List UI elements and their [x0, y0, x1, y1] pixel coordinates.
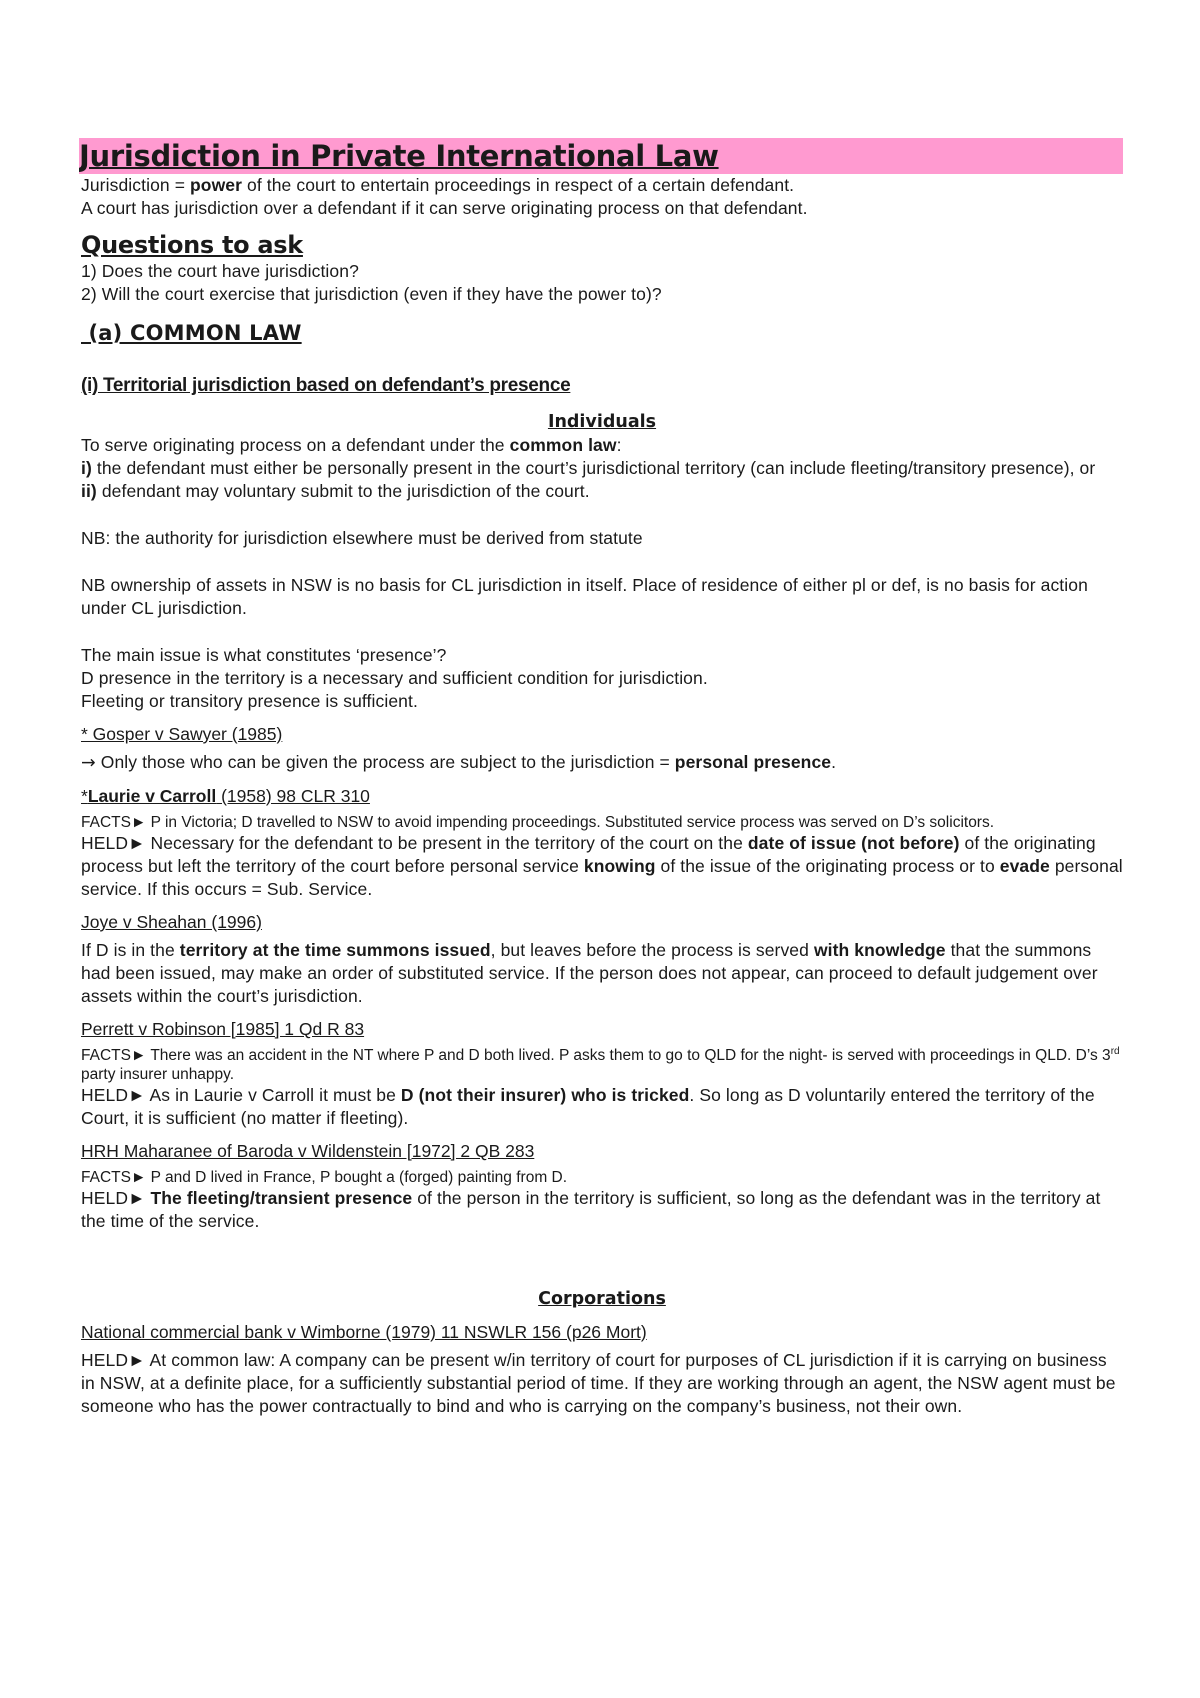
- question-2: 2) Will the court exercise that jurisdiction (even if they have the power to)?: [81, 284, 662, 304]
- case-laurie: *Laurie v Carroll (1958) 98 CLR 310: [81, 786, 370, 806]
- individuals-heading: Individuals: [547, 412, 657, 432]
- spacer: [81, 550, 1123, 574]
- presence-condition: D presence in the territory is a necessary and sufficient condition for jurisdiction.: [81, 668, 708, 688]
- baroda-facts: FACTS► P and D lived in France, P bought a (forged) painting from D.: [81, 1169, 568, 1186]
- case-perrett: Perrett v Robinson [1985] 1 Qd R 83: [81, 1019, 365, 1039]
- corporations-heading: Corporations: [538, 1289, 666, 1309]
- questions-heading: Questions to ask: [81, 231, 303, 259]
- presence-issue: The main issue is what constitutes ‘presence’?: [81, 645, 447, 665]
- nb-assets: NB ownership of assets in NSW is no basis for CL jurisdiction in itself. Place of residence of either pl or def, is no basis for action under CL jurisdiction.: [81, 575, 1088, 618]
- perrett-held: HELD► As in Laurie v Carroll it must be D (not their insurer) who is tricked. So long as D voluntarily entered the territory of the Court, it is sufficient (no matter if fleeting).: [81, 1085, 1095, 1128]
- case-wimborne: National commercial bank v Wimborne (1979) 11 NSWLR 156 (p26 Mort): [81, 1322, 647, 1342]
- common-law-heading: (a) COMMON LAW: [81, 321, 302, 345]
- arrow-right-icon: →: [81, 753, 96, 773]
- case-joye: Joye v Sheahan (1996): [81, 912, 262, 932]
- perrett-facts: FACTS► There was an accident in the NT where P and D both lived. P asks them to go to QLD for the night- is served with proceedings in QLD. D’s 3rd party insurer unhappy.: [81, 1045, 1120, 1083]
- case-baroda: HRH Maharanee of Baroda v Wildenstein [1972] 2 QB 283: [81, 1141, 535, 1161]
- spacer: [81, 1233, 1123, 1275]
- territorial-heading: (i) Territorial jurisdiction based on defendant’s presence: [81, 375, 571, 396]
- baroda-held: HELD► The fleeting/transient presence of the person in the territory is sufficient, so long as the defendant was in the territory at the time of the service.: [81, 1188, 1101, 1231]
- spacer: [81, 620, 1123, 644]
- case-gosper: * Gosper v Sawyer (1985): [81, 724, 283, 744]
- individuals-intro: To serve originating process on a defendant under the common law:: [81, 435, 622, 455]
- laurie-held: HELD► Necessary for the defendant to be present in the territory of the court on the date of issue (not before) of the originating process but left the territory of the court before personal service knowing of the issue of the originating process or to evade personal service. If this occurs = Sub. Service.: [81, 833, 1123, 899]
- presence-fleeting: Fleeting or transitory presence is sufficient.: [81, 691, 418, 711]
- spacer: [81, 503, 1123, 527]
- gosper-holding: → Only those who can be given the process are subject to the jurisdiction = personal presence.: [81, 752, 837, 773]
- page-title: Jurisdiction in Private International Law: [79, 138, 1123, 174]
- laurie-facts: FACTS► P in Victoria; D travelled to NSW to avoid impending proceedings. Substituted service process was served on D’s solicitors.: [81, 814, 995, 831]
- nb-statute: NB: the authority for jurisdiction elsewhere must be derived from statute: [81, 528, 643, 548]
- individuals-point-i: i) the defendant must either be personally present in the court’s jurisdictional territory (can include fleeting/transitory presence), or: [81, 458, 1096, 478]
- joye-holding: If D is in the territory at the time summons issued, but leaves before the process is served with knowledge that the summons had been issued, may make an order of substituted service. If the person does not appear, can proceed to default judgement over assets within the court’s jurisdiction.: [81, 940, 1098, 1006]
- document-content: [81, 138, 1123, 1418]
- question-1: 1) Does the court have jurisdiction?: [81, 261, 359, 281]
- wimborne-held: HELD► At common law: A company can be present w/in territory of court for purposes of CL jurisdiction if it is carrying on business in NSW, at a definite place, for a sufficiently substantial period of time. If they are working through an agent, the NSW agent must be someone who has the power contractually to bind and who is carrying on the company’s business, not their own.: [81, 1350, 1116, 1416]
- intro-service: A court has jurisdiction over a defendant if it can serve originating process on that defendant.: [81, 198, 808, 218]
- individuals-point-ii: ii) defendant may voluntary submit to the jurisdiction of the court.: [81, 481, 590, 501]
- intro-definition: Jurisdiction = power of the court to entertain proceedings in respect of a certain defendant.: [81, 175, 795, 195]
